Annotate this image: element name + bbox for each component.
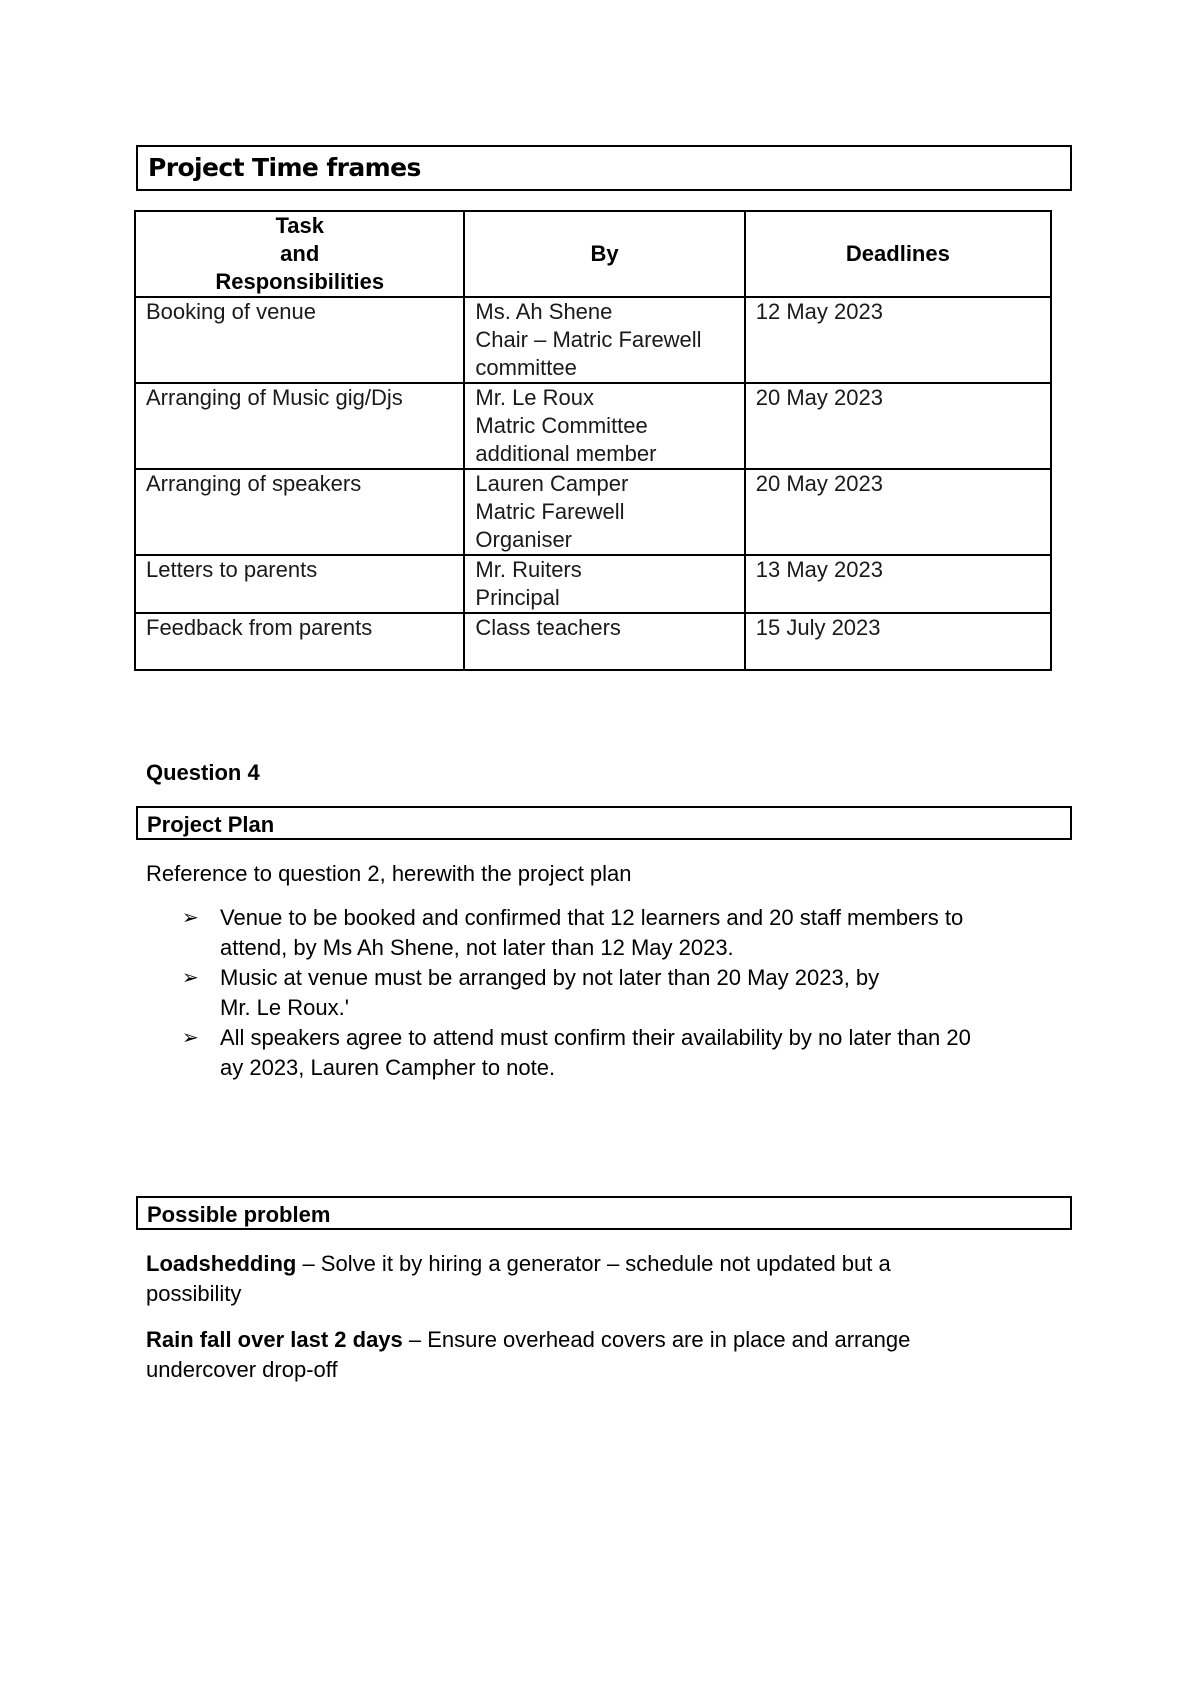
task-cell: Arranging of speakers [135, 469, 464, 555]
table-row [135, 555, 1051, 613]
list-item: ➢ All speakers agree to attend must confirm their availability by no later than 20 ay 2023, Lauren Campher to note. [182, 1025, 971, 1080]
table-row [135, 383, 1051, 469]
arrow-bullet-icon: ➢ [182, 907, 199, 929]
page-title: Project Time frames [148, 153, 421, 182]
table-row [135, 613, 1051, 670]
task-cell: Feedback from parents [135, 613, 464, 670]
task-cell: Arranging of Music gig/Djs [135, 383, 464, 469]
deadline-cell: 13 May 2023 [745, 555, 1051, 613]
list-item: ➢ Venue to be booked and confirmed that 12 learners and 20 staff members to attend, by Ms Ah Shene, not later than 12 May 2023. [182, 905, 964, 960]
deadline-cell: 20 May 2023 [745, 383, 1051, 469]
problem-term: Loadshedding [146, 1251, 297, 1276]
project-plan-intro: Reference to question 2, herewith the project plan [146, 861, 632, 886]
task-cell: Booking of venue [135, 297, 464, 383]
table-row [135, 469, 1051, 555]
title-box [136, 145, 1072, 191]
header-deadlines: Deadlines [745, 211, 1051, 297]
by-cell: Lauren Camper Matric Farewell Organiser [464, 469, 744, 555]
problem-item-loadshedding: Loadshedding – Solve it by hiring a generator – schedule not updated but a possibility [146, 1251, 891, 1306]
possible-problem-box [136, 1196, 1072, 1230]
header-by: By [464, 211, 744, 297]
arrow-bullet-icon: ➢ [182, 967, 199, 989]
by-cell: Ms. Ah Shene Chair – Matric Farewell committee [464, 297, 744, 383]
problem-term: Rain fall over last 2 days [146, 1327, 403, 1352]
project-plan-box [136, 806, 1072, 840]
problem-item-rain: Rain fall over last 2 days – Ensure overhead covers are in place and arrange undercover drop-off [146, 1327, 911, 1382]
by-cell: Class teachers [464, 613, 744, 670]
list-item: ➢ Music at venue must be arranged by not later than 20 May 2023, by Mr. Le Roux.' [182, 965, 880, 1020]
project-plan-list [180, 903, 1070, 1083]
table-header-row [135, 211, 1051, 297]
time-frames-table [134, 210, 1052, 671]
possible-problem-heading: Possible problem [147, 1202, 331, 1227]
by-cell: Mr. Ruiters Principal [464, 555, 744, 613]
task-cell: Letters to parents [135, 555, 464, 613]
deadline-cell: 15 July 2023 [745, 613, 1051, 670]
question-label: Question 4 [146, 760, 260, 785]
table-row [135, 297, 1051, 383]
deadline-cell: 20 May 2023 [745, 469, 1051, 555]
by-cell: Mr. Le Roux Matric Committee additional member [464, 383, 744, 469]
deadline-cell: 12 May 2023 [745, 297, 1051, 383]
header-task: Task and Responsibilities [135, 211, 464, 297]
project-plan-heading: Project Plan [147, 812, 275, 837]
arrow-bullet-icon: ➢ [182, 1027, 199, 1049]
